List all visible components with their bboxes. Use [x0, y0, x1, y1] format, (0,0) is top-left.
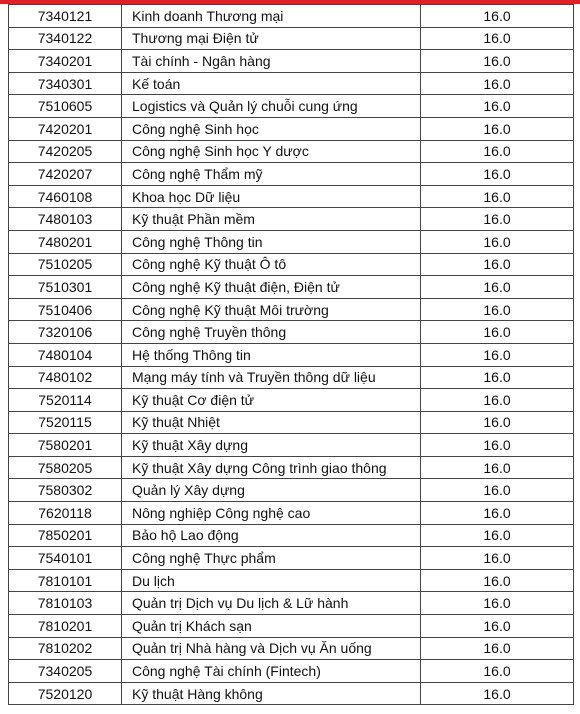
- table-row: [9, 276, 574, 299]
- major-code-cell: 7810201: [9, 615, 122, 638]
- table-row: [9, 298, 574, 321]
- major-name-cell: Nông nghiệp Công nghệ cao: [122, 502, 421, 525]
- score-cell: 16.0: [421, 389, 574, 412]
- table-row: [9, 321, 574, 344]
- major-code-cell: 7480201: [9, 230, 122, 253]
- major-name-cell: Logistics và Quản lý chuỗi cung ứng: [122, 95, 421, 118]
- table-row: [9, 389, 574, 412]
- table-row: [9, 524, 574, 547]
- table-row: [9, 456, 574, 479]
- table-row: [9, 479, 574, 502]
- major-name-cell: Công nghệ Sinh học Y dược: [122, 140, 421, 163]
- major-name-cell: Công nghệ Kỹ thuật điện, Điện tử: [122, 276, 421, 299]
- score-cell: 16.0: [421, 208, 574, 231]
- score-cell: 16.0: [421, 276, 574, 299]
- major-code-cell: 7580302: [9, 479, 122, 502]
- score-cell: 16.0: [421, 547, 574, 570]
- score-cell: 16.0: [421, 321, 574, 344]
- major-code-cell: 7810202: [9, 637, 122, 660]
- major-code-cell: 7620118: [9, 502, 122, 525]
- major-code-cell: 7420207: [9, 163, 122, 186]
- major-name-cell: Công nghệ Sinh học: [122, 117, 421, 140]
- table-row: [9, 615, 574, 638]
- major-name-cell: Công nghệ Thực phẩm: [122, 547, 421, 570]
- table-row: [9, 72, 574, 95]
- score-cell: 16.0: [421, 185, 574, 208]
- major-name-cell: Thương mại Điện tử: [122, 27, 421, 50]
- table-row: [9, 230, 574, 253]
- major-name-cell: Công nghệ Thẩm mỹ: [122, 163, 421, 186]
- table-row: [9, 117, 574, 140]
- major-name-cell: Công nghệ Kỹ thuật Môi trường: [122, 298, 421, 321]
- score-cell: 16.0: [421, 230, 574, 253]
- score-cell: 16.0: [421, 524, 574, 547]
- score-cell: 16.0: [421, 50, 574, 73]
- major-name-cell: Quản lý Xây dựng: [122, 479, 421, 502]
- table-row: [9, 592, 574, 615]
- table-row: [9, 434, 574, 457]
- score-cell: 16.0: [421, 253, 574, 276]
- major-name-cell: Kinh doanh Thương mại: [122, 5, 421, 28]
- table-row: [9, 660, 574, 683]
- table-row: [9, 411, 574, 434]
- major-name-cell: Kỹ thuật Xây dựng Công trình giao thông: [122, 456, 421, 479]
- major-name-cell: Công nghệ Tài chính (Fintech): [122, 660, 421, 683]
- score-cell: 16.0: [421, 27, 574, 50]
- table-row: [9, 569, 574, 592]
- major-code-cell: 7420205: [9, 140, 122, 163]
- table-row: [9, 253, 574, 276]
- score-cell: 16.0: [421, 5, 574, 28]
- major-name-cell: Kỹ thuật Xây dựng: [122, 434, 421, 457]
- major-name-cell: Quản trị Dịch vụ Du lịch & Lữ hành: [122, 592, 421, 615]
- major-code-cell: 7540101: [9, 547, 122, 570]
- table-body: [9, 5, 574, 705]
- score-cell: 16.0: [421, 456, 574, 479]
- major-code-cell: 7340121: [9, 5, 122, 28]
- major-code-cell: 7420201: [9, 117, 122, 140]
- table-row: [9, 682, 574, 705]
- major-name-cell: Kỹ thuật Phần mềm: [122, 208, 421, 231]
- major-code-cell: 7480104: [9, 343, 122, 366]
- score-cell: 16.0: [421, 434, 574, 457]
- score-cell: 16.0: [421, 615, 574, 638]
- score-cell: 16.0: [421, 366, 574, 389]
- major-code-cell: 7520115: [9, 411, 122, 434]
- major-name-cell: Kỹ thuật Hàng không: [122, 682, 421, 705]
- major-name-cell: Mạng máy tính và Truyền thông dữ liệu: [122, 366, 421, 389]
- score-cell: 16.0: [421, 502, 574, 525]
- score-cell: 16.0: [421, 140, 574, 163]
- major-code-cell: 7510301: [9, 276, 122, 299]
- score-cell: 16.0: [421, 682, 574, 705]
- major-code-cell: 7460108: [9, 185, 122, 208]
- major-code-cell: 7480103: [9, 208, 122, 231]
- table-row: [9, 547, 574, 570]
- score-cell: 16.0: [421, 298, 574, 321]
- major-name-cell: Hệ thống Thông tin: [122, 343, 421, 366]
- major-name-cell: Quản trị Nhà hàng và Dịch vụ Ăn uống: [122, 637, 421, 660]
- major-code-cell: 7510205: [9, 253, 122, 276]
- score-cell: 16.0: [421, 163, 574, 186]
- score-cell: 16.0: [421, 660, 574, 683]
- major-code-cell: 7340201: [9, 50, 122, 73]
- score-cell: 16.0: [421, 117, 574, 140]
- major-code-cell: 7810103: [9, 592, 122, 615]
- major-name-cell: Kỹ thuật Cơ điện tử: [122, 389, 421, 412]
- major-code-cell: 7520114: [9, 389, 122, 412]
- major-name-cell: Công nghệ Truyền thông: [122, 321, 421, 344]
- major-name-cell: Công nghệ Thông tin: [122, 230, 421, 253]
- major-name-cell: Bảo hộ Lao động: [122, 524, 421, 547]
- major-code-cell: 7810101: [9, 569, 122, 592]
- table-row: [9, 637, 574, 660]
- major-name-cell: Khoa học Dữ liệu: [122, 185, 421, 208]
- score-cell: 16.0: [421, 411, 574, 434]
- score-cell: 16.0: [421, 592, 574, 615]
- major-name-cell: Kế toán: [122, 72, 421, 95]
- major-name-cell: Kỹ thuật Nhiệt: [122, 411, 421, 434]
- score-cell: 16.0: [421, 569, 574, 592]
- table-row: [9, 185, 574, 208]
- major-code-cell: 7850201: [9, 524, 122, 547]
- table-row: [9, 502, 574, 525]
- table-row: [9, 95, 574, 118]
- table-row: [9, 163, 574, 186]
- majors-score-table: [8, 4, 574, 705]
- score-cell: 16.0: [421, 343, 574, 366]
- score-cell: 16.0: [421, 72, 574, 95]
- score-cell: 16.0: [421, 637, 574, 660]
- major-code-cell: 7340301: [9, 72, 122, 95]
- major-code-cell: 7480102: [9, 366, 122, 389]
- score-cell: 16.0: [421, 479, 574, 502]
- major-code-cell: 7340205: [9, 660, 122, 683]
- table-row: [9, 27, 574, 50]
- major-code-cell: 7340122: [9, 27, 122, 50]
- major-name-cell: Du lịch: [122, 569, 421, 592]
- score-cell: 16.0: [421, 95, 574, 118]
- table-row: [9, 140, 574, 163]
- major-name-cell: Tài chính - Ngân hàng: [122, 50, 421, 73]
- major-code-cell: 7510605: [9, 95, 122, 118]
- major-name-cell: Công nghệ Kỹ thuật Ô tô: [122, 253, 421, 276]
- table-row: [9, 208, 574, 231]
- major-code-cell: 7320106: [9, 321, 122, 344]
- major-name-cell: Quản trị Khách sạn: [122, 615, 421, 638]
- table-row: [9, 50, 574, 73]
- table-row: [9, 343, 574, 366]
- major-code-cell: 7580201: [9, 434, 122, 457]
- major-code-cell: 7580205: [9, 456, 122, 479]
- table-row: [9, 5, 574, 28]
- major-code-cell: 7520120: [9, 682, 122, 705]
- table-row: [9, 366, 574, 389]
- major-code-cell: 7510406: [9, 298, 122, 321]
